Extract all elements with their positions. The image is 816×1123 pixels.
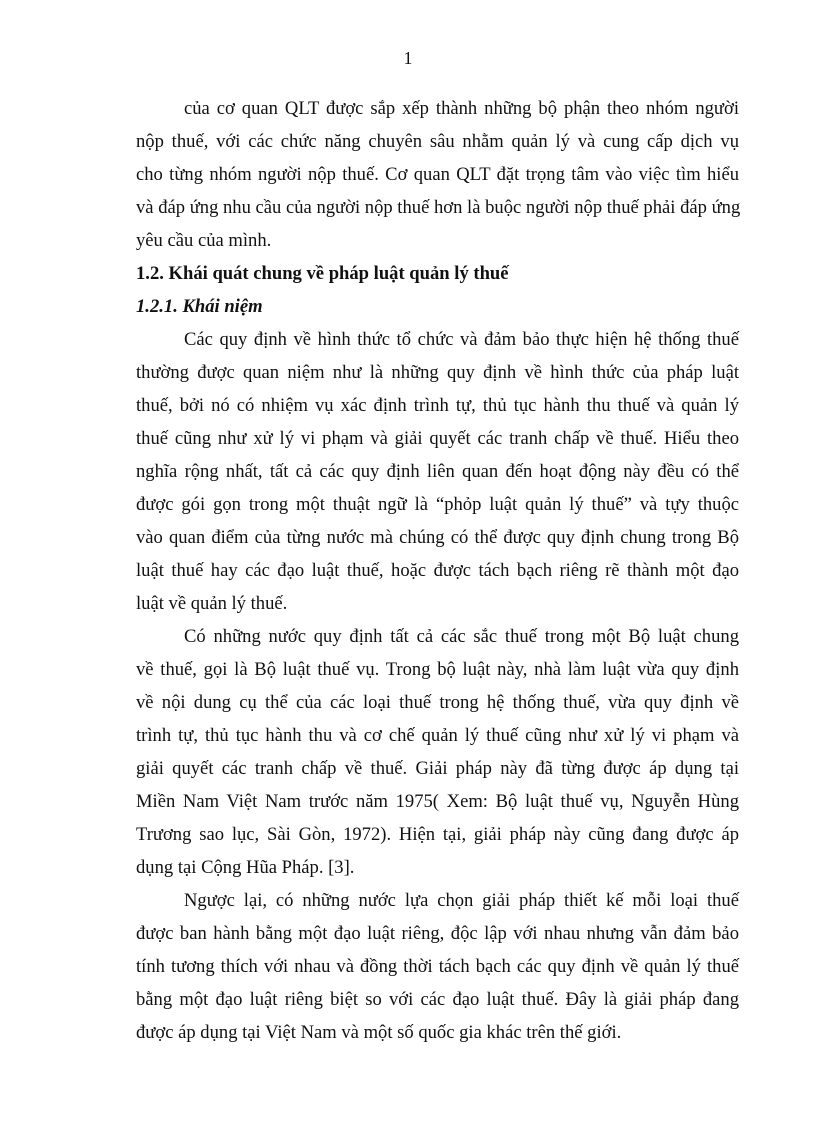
page-number: 1: [403, 48, 413, 68]
text-line: Miền Nam Việt Nam trước năm 1975( Xem: Bộ luật thuế vụ, Nguyễn Hùng: [136, 791, 739, 812]
text-line: và đáp ứng nhu cầu của người nộp thuế hơn là buộc người nộp thuế phải đáp ứng: [136, 197, 741, 218]
section-heading: 1.2. Khái quát chung về pháp luật quản lý thuế: [136, 263, 509, 284]
text-line: của cơ quan QLT được sắp xếp thành những bộ phận theo nhóm người: [184, 98, 739, 119]
text-line: thuế cũng như xử lý vi phạm và giải quyết các tranh chấp về thuế. Hiểu theo: [136, 428, 739, 449]
text-line: trình tự, thủ tục hành thu và cơ chế quản lý thuế cũng như xử lý vi phạm và: [136, 725, 739, 746]
text-line: bằng một đạo luật riêng biệt so với các đạo luật thuế. Đây là giải pháp đang: [136, 989, 739, 1010]
text-line: Có những nước quy định tất cả các sắc thuế trong một Bộ luật chung: [184, 626, 739, 647]
text-line: được gói gọn trong một thuật ngữ là “phỏp luật quản lý thuế” và tựy thuộc: [136, 494, 739, 515]
subsection-heading: 1.2.1. Khái niệm: [136, 296, 263, 317]
body-paragraph: [136, 323, 739, 620]
body-paragraph: [136, 884, 739, 1049]
page-content: [136, 92, 739, 1049]
text-line: Các quy định về hình thức tổ chức và đảm bảo thực hiện hệ thống thuế: [184, 329, 739, 350]
text-line: tính tương thích với nhau và đồng thời tách bạch các quy định về quản lý thuế: [136, 956, 739, 977]
text-line: cho từng nhóm người nộp thuế. Cơ quan QLT đặt trọng tâm vào việc tìm hiểu: [136, 164, 739, 185]
text-line: giải quyết các tranh chấp về thuế. Giải pháp này đã từng được áp dụng tại: [136, 758, 739, 779]
text-line: Ngược lại, có những nước lựa chọn giải pháp thiết kế mỗi loại thuế: [184, 890, 739, 911]
text-line: về nội dung cụ thể của các loại thuế trong hệ thống thuế, vừa quy định về: [136, 692, 739, 713]
text-line: dụng tại Cộng Hũa Pháp. [3].: [136, 857, 355, 878]
text-line: về thuế, gọi là Bộ luật thuế vụ. Trong bộ luật này, nhà làm luật vừa quy định: [136, 659, 739, 680]
body-paragraph: [136, 620, 739, 884]
text-line: luật về quản lý thuế.: [136, 593, 288, 614]
text-line: nghĩa rộng nhất, tất cả các quy định liên quan đến hoạt động này đều có thể: [136, 461, 739, 482]
intro-paragraph: [136, 92, 739, 257]
text-line: được ban hành bằng một đạo luật riêng, độc lập với nhau nhưng vẫn đảm bảo: [136, 923, 739, 944]
text-line: luật thuế hay các đạo luật thuế, hoặc được tách bạch riêng rẽ thành một đạo: [136, 560, 739, 581]
text-line: vào quan điểm của từng nước mà chúng có thể được quy định chung trong Bộ: [136, 527, 739, 548]
text-line: thuế, bởi nó có nhiệm vụ xác định trình tự, thủ tục hành thu thuế và quản lý: [136, 395, 739, 416]
text-line: nộp thuế, với các chức năng chuyên sâu nhằm quản lý và cung cấp dịch vụ: [136, 131, 739, 152]
text-line: thường được quan niệm như là những quy định về hình thức của pháp luật: [136, 362, 739, 383]
text-line: Trương sao lục, Sài Gòn, 1972). Hiện tại, giải pháp này cũng đang được áp: [136, 824, 739, 845]
text-line: yêu cầu của mình.: [136, 230, 272, 251]
text-line: được áp dụng tại Việt Nam và một số quốc gia khác trên thế giới.: [136, 1022, 622, 1043]
